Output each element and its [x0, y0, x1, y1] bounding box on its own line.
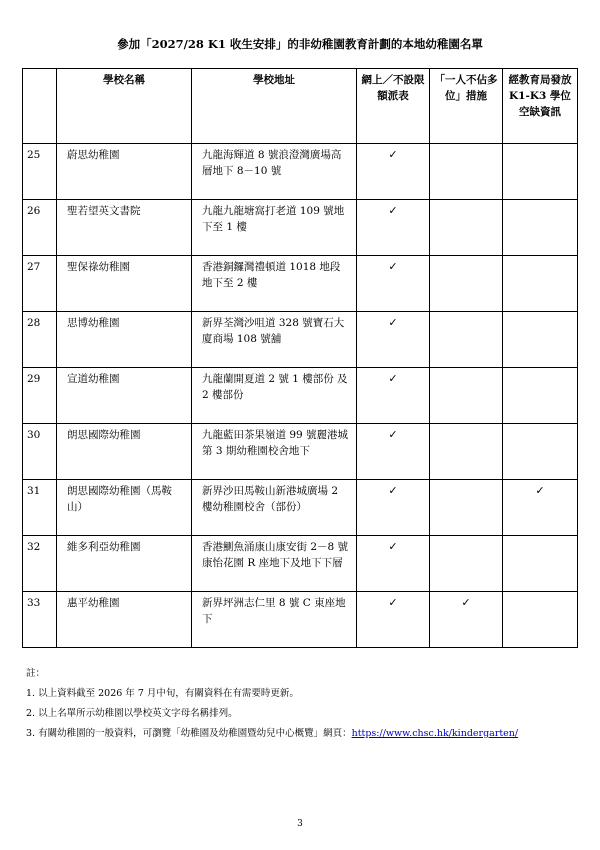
school-address: 香港鰂魚涌康山康安街 2－8 號康怡花園 R 座地下及地下下層: [192, 536, 357, 592]
vacancy-check: [503, 256, 578, 312]
notes-heading: 註：: [26, 668, 46, 679]
row-number: 33: [23, 592, 57, 648]
school-name: 朗思國際幼稚園: [57, 424, 192, 480]
one-place-check: [430, 480, 503, 536]
vacancy-check: [503, 536, 578, 592]
notes-section: [26, 664, 518, 744]
table-row: [23, 480, 578, 536]
table-row: [23, 536, 578, 592]
online-check: ✓: [357, 368, 430, 424]
vacancy-check: [503, 592, 578, 648]
table-row: [23, 592, 578, 648]
page-number: 3: [297, 819, 303, 829]
note-item-text: 3. 有關幼稚園的一般資料，可瀏覽「幼稚園及幼稚園暨幼兒中心概覽」網頁：: [26, 728, 352, 739]
school-address: 新界沙田馬鞍山新港城廣場 2 樓幼稚園校舍（部份）: [192, 480, 357, 536]
one-place-check: [430, 256, 503, 312]
school-address: 九龍海輝道 8 號浪澄灣廣場高層地下 8－10 號: [192, 144, 357, 200]
online-check: ✓: [357, 592, 430, 648]
vacancy-check: [503, 368, 578, 424]
row-number: 27: [23, 256, 57, 312]
school-address: 新界坪洲志仁里 8 號 C 東座地下: [192, 592, 357, 648]
vacancy-check: [503, 144, 578, 200]
online-check: ✓: [357, 480, 430, 536]
table-row: [23, 144, 578, 200]
header-vacancy-info: 經教育局發放 K1-K3 學位空缺資訊: [503, 69, 578, 144]
vacancy-check: ✓: [503, 480, 578, 536]
online-check: ✓: [357, 144, 430, 200]
header-online-application: 網上／不設限額派表: [357, 69, 430, 144]
row-number: 31: [23, 480, 57, 536]
online-check: ✓: [357, 312, 430, 368]
table-row: [23, 312, 578, 368]
header-number: [23, 69, 57, 144]
one-place-check: [430, 536, 503, 592]
school-name: 宣道幼稚園: [57, 368, 192, 424]
one-place-check: [430, 368, 503, 424]
row-number: 28: [23, 312, 57, 368]
school-name: 聖保祿幼稚園: [57, 256, 192, 312]
one-place-check: [430, 424, 503, 480]
online-check: ✓: [357, 256, 430, 312]
table-row: [23, 424, 578, 480]
online-check: ✓: [357, 424, 430, 480]
school-name: 惠平幼稚園: [57, 592, 192, 648]
kindergarten-profile-link[interactable]: https://www.chsc.hk/kindergarten/: [351, 728, 519, 739]
note-item: 2. 以上名單所示幼稚園以學校英文字母名稱排列。: [26, 708, 238, 719]
table-row: [23, 368, 578, 424]
note-item: [26, 724, 518, 744]
school-address: 九龍藍田茶果嶺道 99 號麗港城第 3 期幼稚園校舍地下: [192, 424, 357, 480]
kindergarten-table: [22, 68, 578, 648]
row-number: 29: [23, 368, 57, 424]
vacancy-check: [503, 200, 578, 256]
row-number: 32: [23, 536, 57, 592]
school-address: 香港銅鑼灣禮頓道 1018 地段地下至 2 樓: [192, 256, 357, 312]
school-address: 九龍蘭開夏道 2 號 1 樓部份 及 2 樓部份: [192, 368, 357, 424]
school-name: 蔚思幼稚園: [57, 144, 192, 200]
one-place-check: ✓: [430, 592, 503, 648]
table-row: [23, 200, 578, 256]
vacancy-check: [503, 424, 578, 480]
online-check: ✓: [357, 536, 430, 592]
note-item: 1. 以上資料截至 2026 年 7 月中旬，有關資料在有需要時更新。: [26, 688, 299, 699]
one-place-check: [430, 312, 503, 368]
header-school-name: 學校名稱: [57, 69, 192, 144]
row-number: 25: [23, 144, 57, 200]
school-name: 思博幼稚園: [57, 312, 192, 368]
online-check: ✓: [357, 200, 430, 256]
school-name: 維多利亞幼稚園: [57, 536, 192, 592]
school-name: 聖若望英文書院: [57, 200, 192, 256]
one-place-check: [430, 144, 503, 200]
header-one-child-one-place: 「一人不佔多位」措施: [430, 69, 503, 144]
header-school-address: 學校地址: [192, 69, 357, 144]
table-row: [23, 256, 578, 312]
vacancy-check: [503, 312, 578, 368]
school-name: 朗思國際幼稚園（馬鞍山）: [57, 480, 192, 536]
one-place-check: [430, 200, 503, 256]
row-number: 30: [23, 424, 57, 480]
school-address: 九龍九龍塘窩打老道 109 號地下至 1 樓: [192, 200, 357, 256]
document-title: 參加「2027/28 K1 收生安排」的非幼稚園教育計劃的本地幼稚園名單: [117, 37, 483, 51]
row-number: 26: [23, 200, 57, 256]
school-address: 新界荃灣沙咀道 328 號寶石大廈商場 108 號舖: [192, 312, 357, 368]
table-header-row: [23, 69, 578, 144]
